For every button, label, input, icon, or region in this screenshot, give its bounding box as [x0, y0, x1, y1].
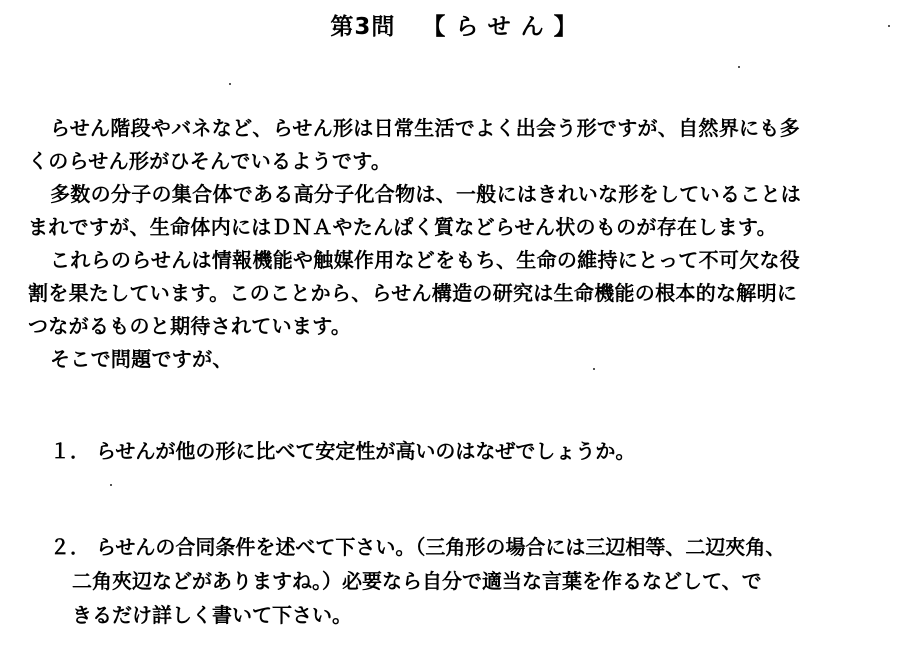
intro-text — [28, 112, 908, 376]
intro-line: らせん階段やバネなど、らせん形は日常生活でよく出会う形ですが、自然界にも多 — [50, 116, 800, 140]
intro-line: 多数の分子の集合体である高分子化合物は、一般にはきれいな形をしていることは — [50, 182, 802, 206]
scan-speck — [593, 368, 595, 370]
page-title — [0, 8, 917, 41]
intro-line: まれですが、生命体内にはＤＮＡやたんぱく質などらせん状のものが存在します。 — [28, 215, 777, 239]
intro-line: 割を果たしています。このことから、らせん構造の研究は生命機能の根本的な解明に — [28, 281, 798, 305]
scan-speck — [738, 66, 740, 68]
intro-line: つながるものと期待されています。 — [28, 314, 352, 338]
scan-speck — [888, 25, 890, 27]
question-number: ２． — [50, 535, 90, 559]
intro-line: くのらせん形がひそんでいるようです。 — [28, 149, 392, 173]
question-text: らせんが他の形に比べて安定性が高いのはなぜでしょうか。 — [96, 439, 636, 463]
intro-line: そこで問題ですが、 — [50, 347, 233, 371]
question-text: きるだけ詳しく書いて下さい。 — [72, 603, 352, 627]
scan-speck — [110, 484, 112, 486]
question-1 — [50, 434, 635, 468]
question-2 — [50, 530, 785, 632]
problem-number: 第3問 — [330, 14, 396, 40]
intro-line: これらのらせんは情報機能や触媒作用などをもち、生命の維持にとって不可欠な役 — [50, 248, 801, 272]
question-text: 二角夾辺などがありますね。）必要なら自分で適当な言葉を作るなどして、で — [72, 569, 762, 593]
question-text: らせんの合同条件を述べて下さい。（三角形の場合には三辺相等、二辺夾角、 — [96, 535, 786, 559]
question-number: １． — [50, 439, 90, 463]
problem-topic: 【らせん】 — [422, 14, 587, 40]
scan-speck — [229, 83, 231, 85]
